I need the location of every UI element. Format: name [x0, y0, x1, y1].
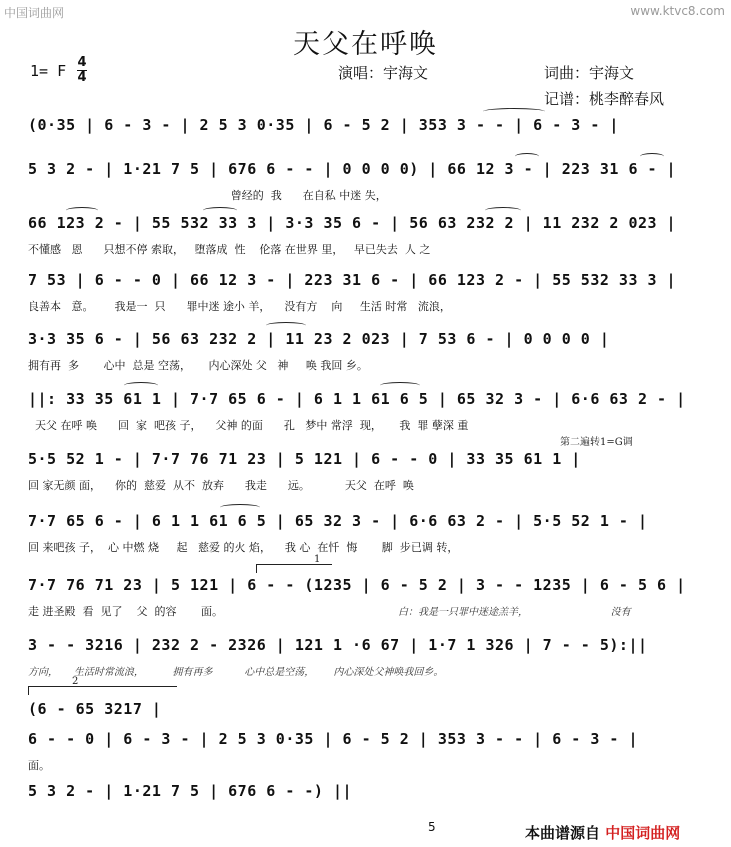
lyric-line: 回 来吧孩 子， 心 中燃 烧 起 慈爱 的火 焰， 我 心 在忏 悔 脚 步已调 转， — [28, 541, 459, 554]
notation-line: ||: 33 35 61 1 | 7·7 65 6 - | 6 1 1 61 6 5 | 65 32 3 - | 6·6 63 2 - | — [28, 390, 686, 408]
volta-1-label: 1 — [314, 554, 321, 565]
notation-line: 7·7 76 71 23 | 5 121 | 6 - - (1235 | 6 - 5 2 | 3 - - 1235 | 6 - 5 6 | — [28, 576, 686, 594]
lyric-line: 回 家无颜 面， 你的 慈爱 从不 放弃 我走 远。 天父 在呼 唤 — [28, 479, 414, 492]
notation-line: 5 3 2 - | 1·21 7 5 | 676 6 - - | 0 0 0 0) | 66 12 3 - | 223 31 6 - | — [28, 160, 677, 178]
spoken-line-1: 白：我是一只罪中迷途羔羊， 没有 — [398, 607, 631, 618]
lyric-line: 天父 在呼 唤 回 家 吧孩 子， 父神 的面 孔 梦中 常浮 现， 我 罪 孽深 重 — [28, 419, 469, 432]
notation-line: 5·5 52 1 - | 7·7 76 71 23 | 5 121 | 6 - - 0 | 33 35 61 1 | — [28, 450, 581, 468]
page-number: 5 — [428, 820, 436, 834]
source-credit — [525, 822, 680, 843]
notation-line: 66 123 2 - | 55 532 33 3 | 3·3 35 6 - | 56 63 232 2 | 11 232 2 023 | — [28, 214, 677, 232]
source-site: 中国词曲网 — [605, 824, 681, 842]
notation-line: 7·7 65 6 - | 6 1 1 61 6 5 | 65 32 3 - | 6·6 63 2 - | 5·5 52 1 - | — [28, 512, 648, 530]
lyric-line: 走 进圣殿 看 见了 父 的容 面。 — [28, 605, 223, 618]
lyric-line: 面。 — [28, 759, 50, 772]
source-prefix: 本曲谱源自 — [525, 824, 601, 842]
time-signature-bottom: 4 — [77, 70, 87, 85]
composer-credit: 词曲：宇海文 — [544, 64, 635, 82]
notation-line: (6 - 65 3217 | — [28, 700, 162, 718]
lyric-line: 不懂感 恩 只想不停 索取， 堕落成 性 伦落 在世界 里， 早已失去 人 之 — [28, 243, 431, 256]
time-signature-top: 4 — [77, 55, 87, 70]
singer-credit: 演唱：宇海文 — [338, 64, 429, 82]
transcriber-credit: 记谱：桃李醉春风 — [544, 90, 665, 108]
notation-line: (0·35 | 6 - 3 - | 2 5 3 0·35 | 6 - 5 2 | 353 3 - - | 6 - 3 - | — [28, 116, 619, 134]
lyric-line: 良善本 意。 我是一 只 罪中迷 途小 羊， 没有方 向 生活 时常 流浪， — [28, 300, 451, 313]
notation-line: 3·3 35 6 - | 56 63 232 2 | 11 23 2 023 | 7 53 6 - | 0 0 0 0 | — [28, 330, 610, 348]
lyric-line: 曾经的 我 在自私 中迷 失， — [28, 189, 387, 202]
song-title: 天父在呼唤 — [293, 29, 438, 60]
watermark-right: www.ktvc8.com — [630, 4, 725, 18]
transpose-note: 第二遍转1=G调 — [560, 437, 633, 448]
notation-line: 3 - - 3216 | 232 2 - 2326 | 121 1 ·6 67 | 1·7 1 326 | 7 - - 5):|| — [28, 636, 648, 654]
notation-line: 5 3 2 - | 1·21 7 5 | 676 6 - -) || — [28, 782, 353, 800]
lyric-line: 拥有再 多 心中 总是 空荡， 内心深处 父 神 唤 我回 乡。 — [28, 359, 368, 372]
spoken-line-2: 方向， 生活时常流浪， 拥有再多 心中总是空荡， 内心深处父神唤我回乡。 — [28, 667, 444, 678]
time-signature — [77, 57, 87, 84]
notation-line: 7 53 | 6 - - 0 | 66 12 3 - | 223 31 6 - | 66 123 2 - | 55 532 33 3 | — [28, 271, 677, 289]
key-signature: 1= F — [30, 62, 67, 80]
volta-2-label: 2 — [72, 676, 79, 687]
notation-line: 6 - - 0 | 6 - 3 - | 2 5 3 0·35 | 6 - 5 2 | 353 3 - - | 6 - 3 - | — [28, 730, 638, 748]
watermark-left: 中国词曲网 — [4, 6, 65, 20]
